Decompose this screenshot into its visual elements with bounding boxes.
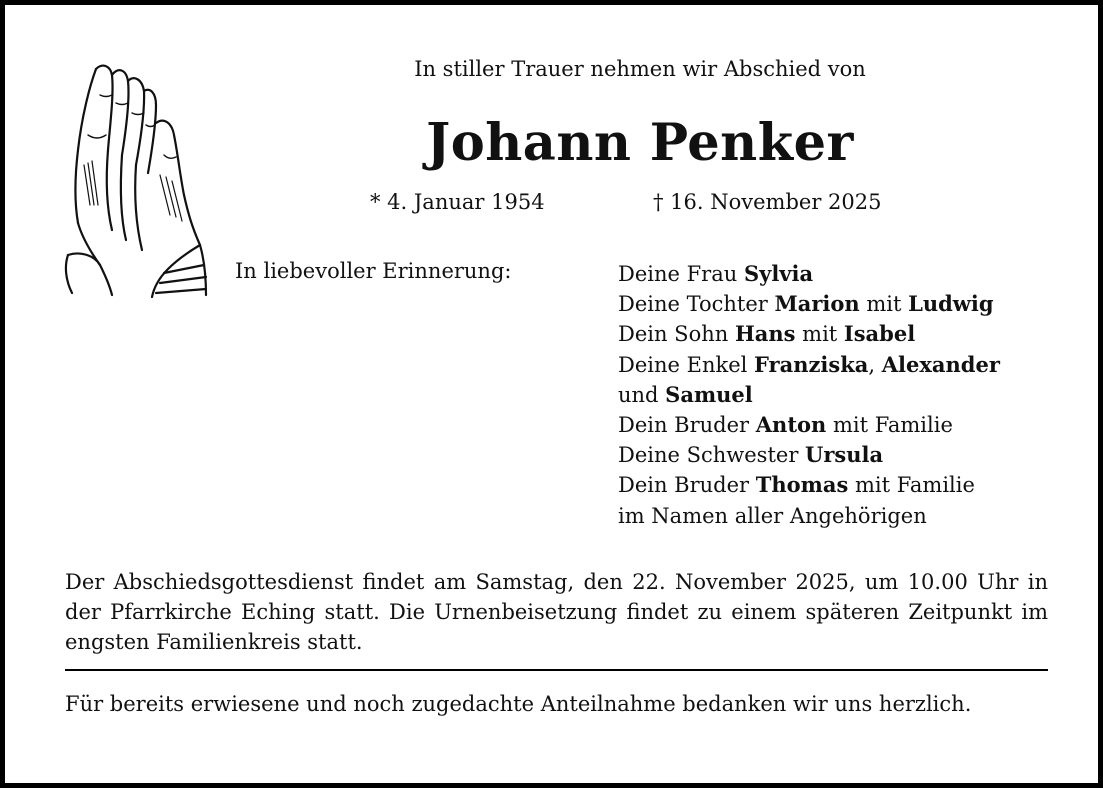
mourners-list	[618, 259, 1000, 531]
mourner-line	[618, 380, 1000, 410]
mourner-line	[618, 470, 1000, 500]
mourner-line	[618, 289, 1000, 319]
mourner-line	[618, 410, 1000, 440]
death-date: † 16. November 2025	[653, 190, 882, 214]
mourner-line	[618, 259, 1000, 289]
mourner-name: Marion	[774, 291, 860, 317]
intro-line: In stiller Trauer nehmen wir Abschied von	[414, 57, 866, 81]
mourner-text: mit Familie	[848, 473, 975, 498]
mourner-text: Deine Tochter	[618, 292, 775, 317]
mourner-text: Deine Schwester	[618, 443, 806, 468]
mourner-name: Hans	[734, 321, 796, 347]
deceased-name: Johann Penker	[426, 113, 854, 173]
thanks-notice: Für bereits erwiesene und noch zugedachte Anteilnahme bedanken wir uns herzlich.	[65, 692, 972, 716]
mourner-text: Dein Bruder	[618, 473, 756, 498]
mourner-name: Sylvia	[743, 261, 814, 286]
praying-hands-icon	[60, 55, 208, 299]
mourner-text: Deine Frau	[618, 262, 744, 286]
service-notice: Der Abschiedsgottesdienst findet am Samstag, den 22. November 2025, um 10.00 Uhr in der Pfarrkirche Eching statt. Die Urnenbeisetzung findet zu einem späteren Zeitpunkt im engsten Familienkreis statt.	[65, 570, 1048, 654]
mourner-text: Dein Bruder	[618, 413, 756, 438]
mourner-line	[618, 440, 1000, 470]
mourner-name: Alexander	[881, 351, 1000, 377]
birth-date: * 4. Januar 1954	[370, 190, 545, 214]
mourner-line	[618, 350, 1000, 380]
mourner-text: mit Familie	[826, 413, 953, 438]
divider	[65, 669, 1048, 671]
mourner-name: Samuel	[665, 381, 753, 407]
mourner-text: mit	[859, 292, 909, 317]
mourner-line	[618, 319, 1000, 349]
mourner-name: Ursula	[805, 442, 884, 468]
mourner-name: Isabel	[843, 321, 916, 347]
memory-label: In liebevoller Erinnerung:	[235, 259, 512, 283]
mourner-name: Anton	[755, 412, 827, 438]
mourner-name: Thomas	[755, 472, 849, 498]
mourner-text: ,	[868, 352, 882, 377]
mourner-line	[618, 501, 1000, 531]
mourner-text: im Namen aller Angehörigen	[618, 503, 927, 528]
mourner-text: mit	[795, 322, 844, 347]
mourner-name: Ludwig	[908, 291, 994, 317]
mourner-text: und	[618, 382, 666, 407]
mourner-text: Deine Enkel	[618, 352, 755, 377]
mourner-text: Dein Sohn	[618, 322, 735, 347]
mourner-name: Franziska	[754, 351, 869, 377]
